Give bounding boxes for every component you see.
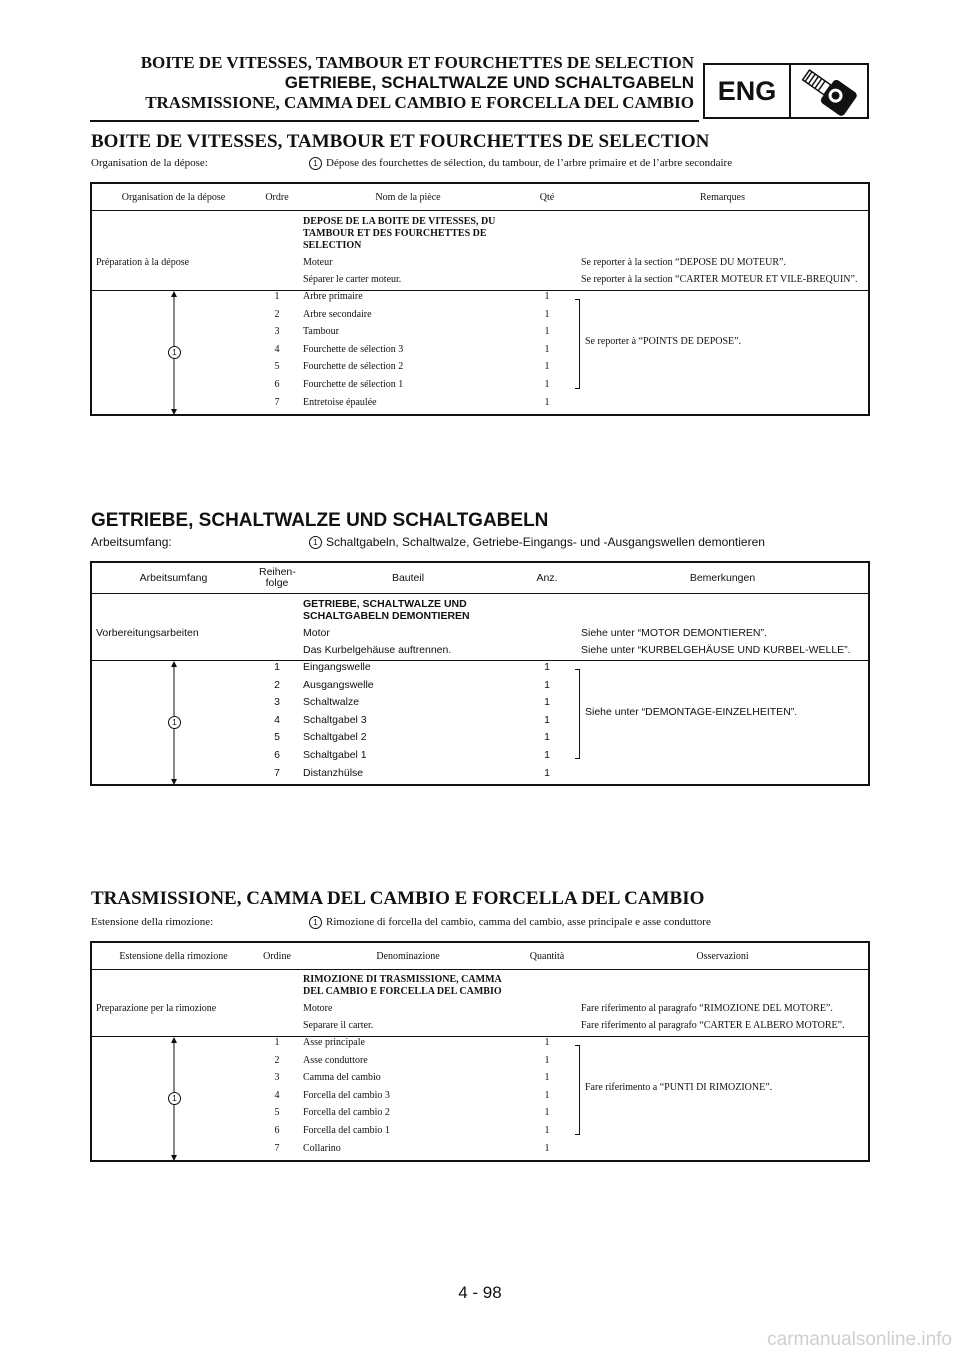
step-name: Entretoise épaulée bbox=[303, 396, 377, 408]
step-qty: 1 bbox=[544, 378, 550, 390]
bracket-brace bbox=[575, 669, 580, 759]
header-title-de: GETRIEBE, SCHALTWALZE UND SCHALTGABELN bbox=[284, 73, 694, 92]
section-title-fr: BOITE DE VITESSES, TAMBOUR ET FOURCHETTES DE SELECTION bbox=[91, 131, 710, 152]
prep-item: Motor bbox=[303, 627, 330, 639]
step-remark: Fare riferimento a “PUNTI DI RIMOZIONE”. bbox=[585, 1082, 773, 1093]
watermark: carmanualsonline.info bbox=[767, 1329, 952, 1350]
step-remark: Se reporter à “POINTS DE DEPOSE”. bbox=[585, 336, 742, 347]
prep-title: GETRIEBE, SCHALTWALZE UND SCHALTGABELN DEMONTIEREN bbox=[303, 598, 470, 622]
section-title-de: GETRIEBE, SCHALTWALZE UND SCHALTGABELN bbox=[91, 510, 549, 531]
col-header: Anz. bbox=[517, 562, 577, 594]
step-order: 4 bbox=[274, 343, 280, 355]
removal-scope-it bbox=[91, 916, 711, 929]
step-qty: 1 bbox=[544, 308, 550, 320]
col-header: Quantità bbox=[517, 942, 577, 970]
step-order: 3 bbox=[274, 1072, 280, 1084]
step-name: Fourchette de sélection 2 bbox=[303, 361, 404, 373]
prep-remark: Fare riferimento al paragrafo “RIMOZIONE DEL MOTORE”. bbox=[581, 1003, 833, 1014]
step-qty: 1 bbox=[544, 1142, 550, 1154]
prep-remark: Siehe unter “KURBELGEHÄUSE UND KURBEL-WELLE”. bbox=[577, 639, 869, 661]
header-title-it: TRASMISSIONE, CAMMA DEL CAMBIO E FORCELLA DEL CAMBIO bbox=[145, 93, 694, 112]
step-range bbox=[91, 1037, 255, 1162]
prep-label: Préparation à la dépose bbox=[96, 257, 190, 268]
step-order: 4 bbox=[274, 713, 280, 726]
parts-table-fr bbox=[90, 182, 870, 416]
step-order: 7 bbox=[274, 1142, 280, 1154]
step-remark-cell bbox=[577, 661, 869, 786]
prep-label: Vorbereitungsarbeiten bbox=[96, 627, 199, 639]
step-name: Asse conduttore bbox=[303, 1054, 368, 1066]
step-qty: 1 bbox=[544, 678, 550, 691]
scope-label: Arbeitsumfang: bbox=[91, 535, 172, 549]
col-header: Ordre bbox=[255, 183, 299, 211]
step-order: 7 bbox=[274, 396, 280, 408]
prep-title-row bbox=[91, 211, 869, 253]
removal-scope-de bbox=[91, 535, 765, 549]
step-order: 3 bbox=[274, 696, 280, 709]
marker-1: 1 bbox=[168, 1092, 181, 1105]
step-qty: 1 bbox=[544, 661, 550, 673]
step-qty: 1 bbox=[544, 1037, 550, 1048]
col-header: Nom de la pièce bbox=[299, 183, 517, 211]
scope-label: Organisation de la dépose: bbox=[91, 157, 208, 170]
prep-remark: Fare riferimento al paragrafo “CARTER E ALBERO MOTORE”. bbox=[577, 1015, 869, 1037]
col-header: Bemerkungen bbox=[577, 562, 869, 594]
prep-remark: Se reporter à la section “DEPOSE DU MOTEUR”. bbox=[581, 257, 786, 268]
step-qty: 1 bbox=[544, 1107, 550, 1119]
col-header: Reihen-folge bbox=[255, 562, 299, 594]
scope-text: Schaltgabeln, Schaltwalze, Getriebe-Eingangs- und -Ausgangswellen demontieren bbox=[326, 535, 765, 549]
eng-label: ENG bbox=[705, 65, 791, 117]
step-qty: 1 bbox=[544, 396, 550, 408]
step-name: Schaltwalze bbox=[303, 696, 360, 709]
step-order: 2 bbox=[274, 308, 280, 320]
step-name: Arbre primaire bbox=[303, 291, 363, 302]
step-name: Distanzhülse bbox=[303, 766, 364, 779]
step-range bbox=[91, 291, 255, 416]
step-qty: 1 bbox=[544, 1089, 550, 1101]
table-row bbox=[91, 1037, 869, 1055]
step-name: Schaltgabel 3 bbox=[303, 713, 367, 726]
step-name: Forcella del cambio 1 bbox=[303, 1124, 390, 1136]
step-order: 6 bbox=[274, 1124, 280, 1136]
step-qty: 1 bbox=[544, 1124, 550, 1136]
step-qty: 1 bbox=[544, 326, 550, 338]
step-name: Ausgangswelle bbox=[303, 678, 374, 691]
step-qty: 1 bbox=[544, 766, 550, 779]
step-name: Fourchette de sélection 3 bbox=[303, 343, 404, 355]
prep-row bbox=[91, 639, 869, 661]
step-order: 7 bbox=[274, 766, 280, 779]
step-name: Eingangswelle bbox=[303, 661, 371, 673]
prep-item: Das Kurbelgehäuse auftrennen. bbox=[299, 639, 517, 661]
step-order: 1 bbox=[274, 661, 280, 673]
prep-row bbox=[91, 252, 869, 269]
col-header: Ordine bbox=[255, 942, 299, 970]
step-order: 5 bbox=[274, 361, 280, 373]
col-header: Estensione della rimozione bbox=[91, 942, 255, 970]
prep-row bbox=[91, 622, 869, 639]
step-qty: 1 bbox=[544, 713, 550, 726]
step-remark-cell bbox=[577, 291, 869, 416]
step-order: 4 bbox=[274, 1089, 280, 1101]
step-name: Asse principale bbox=[303, 1037, 365, 1048]
step-qty: 1 bbox=[544, 361, 550, 373]
step-order: 5 bbox=[274, 1107, 280, 1119]
col-header: Bauteil bbox=[299, 562, 517, 594]
prep-remark: Siehe unter “MOTOR DEMONTIEREN”. bbox=[581, 627, 767, 639]
bracket-brace bbox=[575, 299, 580, 389]
section-title-it: TRASMISSIONE, CAMMA DEL CAMBIO E FORCELLA DEL CAMBIO bbox=[91, 888, 705, 909]
step-name: Tambour bbox=[303, 326, 339, 338]
step-qty: 1 bbox=[544, 1072, 550, 1084]
prep-title-row bbox=[91, 970, 869, 999]
step-remark: Siehe unter “DEMONTAGE-EINZELHEITEN”. bbox=[585, 706, 798, 718]
removal-scope-fr bbox=[91, 157, 732, 170]
col-header: Qté bbox=[517, 183, 577, 211]
step-order: 5 bbox=[274, 731, 280, 744]
prep-row bbox=[91, 1015, 869, 1037]
header-title-fr: BOITE DE VITESSES, TAMBOUR ET FOURCHETTES DE SELECTION bbox=[140, 53, 694, 72]
prep-title-row bbox=[91, 594, 869, 623]
step-order: 2 bbox=[274, 678, 280, 691]
prep-title: DEPOSE DE LA BOITE DE VITESSES, DU TAMBOUR ET DES FOURCHETTES DE SELECTION bbox=[303, 216, 496, 251]
section-badge bbox=[703, 63, 869, 119]
engine-bolt-icon bbox=[791, 65, 867, 117]
step-range bbox=[91, 661, 255, 786]
table-header bbox=[91, 562, 869, 594]
step-order: 1 bbox=[274, 1037, 280, 1048]
col-header: Osservazioni bbox=[577, 942, 869, 970]
col-header: Remarques bbox=[577, 183, 869, 211]
col-header: Arbeitsumfang bbox=[91, 562, 255, 594]
step-qty: 1 bbox=[544, 731, 550, 744]
step-name: Schaltgabel 2 bbox=[303, 731, 367, 744]
step-name: Schaltgabel 1 bbox=[303, 748, 367, 761]
scope-text: Rimozione di forcella del cambio, camma del cambio, asse principale e asse conduttore bbox=[326, 916, 711, 929]
col-header: Organisation de la dépose bbox=[91, 183, 255, 211]
parts-table-de bbox=[90, 561, 870, 786]
prep-item: Separare il carter. bbox=[299, 1015, 517, 1037]
step-order: 3 bbox=[274, 326, 280, 338]
marker-1: 1 bbox=[309, 157, 322, 170]
marker-1: 1 bbox=[168, 716, 181, 729]
table-header bbox=[91, 942, 869, 970]
prep-remark: Se reporter à la section “CARTER MOTEUR ET VILE-BREQUIN”. bbox=[577, 269, 869, 291]
col-header: Denominazione bbox=[299, 942, 517, 970]
step-name: Forcella del cambio 2 bbox=[303, 1107, 390, 1119]
parts-table-it bbox=[90, 941, 870, 1162]
marker-1: 1 bbox=[168, 346, 181, 359]
step-qty: 1 bbox=[544, 696, 550, 709]
step-name: Collarino bbox=[303, 1142, 341, 1154]
step-order: 1 bbox=[274, 291, 280, 302]
step-name: Fourchette de sélection 1 bbox=[303, 378, 404, 390]
step-remark-cell bbox=[577, 1037, 869, 1162]
prep-item: Moteur bbox=[303, 257, 333, 268]
step-order: 6 bbox=[274, 378, 280, 390]
marker-1: 1 bbox=[309, 916, 322, 929]
prep-row bbox=[91, 998, 869, 1015]
step-name: Forcella del cambio 3 bbox=[303, 1089, 390, 1101]
header-rule bbox=[90, 120, 699, 122]
step-name: Arbre secondaire bbox=[303, 308, 372, 320]
prep-title: RIMOZIONE DI TRASMISSIONE, CAMMA DEL CAMBIO E FORCELLA DEL CAMBIO bbox=[303, 974, 502, 997]
step-order: 6 bbox=[274, 748, 280, 761]
page-number: 4 - 98 bbox=[458, 1283, 502, 1302]
table-row bbox=[91, 661, 869, 679]
table-header bbox=[91, 183, 869, 211]
prep-item: Motore bbox=[303, 1003, 333, 1014]
prep-item: Séparer le carter moteur. bbox=[299, 269, 517, 291]
step-order: 2 bbox=[274, 1054, 280, 1066]
table-row bbox=[91, 291, 869, 309]
prep-row bbox=[91, 269, 869, 291]
prep-label: Preparazione per la rimozione bbox=[96, 1003, 217, 1014]
step-qty: 1 bbox=[544, 291, 550, 302]
marker-1: 1 bbox=[309, 536, 322, 549]
scope-label: Estensione della rimozione: bbox=[91, 916, 214, 929]
bracket-brace bbox=[575, 1045, 580, 1135]
step-qty: 1 bbox=[544, 343, 550, 355]
scope-text: Dépose des fourchettes de sélection, du tambour, de l’arbre primaire et de l’arbre secondaire bbox=[326, 157, 733, 170]
step-name: Camma del cambio bbox=[303, 1072, 381, 1084]
step-qty: 1 bbox=[544, 1054, 550, 1066]
step-qty: 1 bbox=[544, 748, 550, 761]
